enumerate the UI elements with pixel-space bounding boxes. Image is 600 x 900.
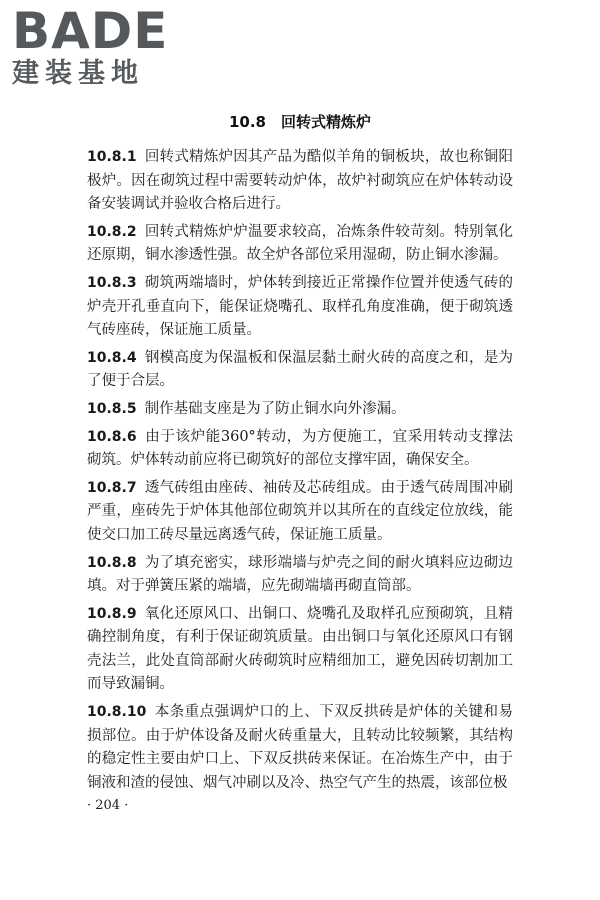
- clause: [87, 347, 513, 394]
- clause-number: 10.8.9: [87, 605, 137, 622]
- clause-text: 回转式精炼炉因其产品为酷似羊角的铜板块，故也称铜阳极炉。因在砌筑过程中需要转动炉体，故炉衬砌筑应在炉体转动设备安装调试并验收合格后进行。: [87, 149, 513, 213]
- clause-number: 10.8.2: [87, 223, 137, 240]
- clause: [87, 603, 513, 697]
- clause: [87, 701, 513, 795]
- logo-subtitle: 建装基地: [12, 58, 144, 89]
- clause-number: 10.8.7: [87, 479, 137, 496]
- logo-mark: BADE: [12, 2, 169, 60]
- clause-text: 透气砖组由座砖、袖砖及芯砖组成。由于透气砖周围冲刷严重，座砖先于炉体其他部位砌筑并以其所在的直线定位放线，能使交口加工砖尽量远离透气砖，保证施工质量。: [87, 479, 513, 543]
- page-number: · 204 ·: [87, 798, 129, 813]
- clause-text: 制作基础支座是为了防止铜水向外渗漏。: [144, 400, 406, 417]
- clause-text: 本条重点强调炉口的上、下双反拱砖是炉体的关键和易损部位。由于炉体设备及耐火砖重量大，且转动比较频繁，其结构的稳定性主要由炉口上、下双反拱砖来保证。在冶炼生产中，由于铜液和渣的侵蚀、烟气冲刷以及冷、热空气产生的热震，该部位极: [87, 704, 513, 791]
- clause-text: 为了填充密实，球形端墙与炉壳之间的耐火填料应边砌边填。对于弹簧压紧的端墙，应先砌端墙再砌直筒部。: [87, 554, 513, 595]
- clause-text: 氧化还原风口、出铜口、烧嘴孔及取样孔应预砌筑，且精确控制角度，有利于保证砌筑质量。由出铜口与氧化还原风口有钢壳法兰，此处直筒部耐火砖砌筑时应精细加工，避免因砖切割加工而导致漏铜。: [87, 605, 513, 693]
- clause-text: 由于该炉能360°转动，为方便施工，宜采用转动支撑法砌筑。炉体转动前应将已砌筑好的部位支撑牢固，确保安全。: [87, 428, 513, 469]
- logo: [12, 2, 182, 96]
- clause-number: 10.8.8: [87, 554, 137, 571]
- clause-number: 10.8.1: [87, 149, 137, 165]
- clause: [87, 426, 513, 473]
- clause: [87, 146, 513, 217]
- clause-text: 钢模高度为保温板和保温层黏土耐火砖的高度之和，是为了便于合层。: [87, 349, 513, 390]
- clause: [87, 272, 513, 343]
- clause-text: 砌筑两端墙时，炉体转到接近正常操作位置并使透气砖的炉壳开孔垂直向下，能保证烧嘴孔、取样孔角度准确，便于砌筑透气砖座砖，保证施工质量。: [87, 274, 513, 339]
- clause: [87, 552, 513, 599]
- clause-number: 10.8.4: [87, 349, 137, 366]
- clause-number: 10.8.5: [87, 400, 137, 417]
- clause-list: [87, 146, 513, 799]
- clause-number: 10.8.3: [87, 274, 137, 291]
- clause: [87, 398, 513, 422]
- clause-number: 10.8.6: [87, 428, 137, 445]
- section-title: 10.8 回转式精炼炉: [228, 113, 371, 131]
- clause: [87, 477, 513, 548]
- clause-text: 回转式精炼炉炉温要求较高，冶炼条件较苛刻。特别氧化还原期，铜水渗透性强。故全炉各部位采用湿砌，防止铜水渗漏。: [87, 223, 513, 264]
- clause: [87, 221, 513, 268]
- clause-number: 10.8.10: [87, 704, 147, 721]
